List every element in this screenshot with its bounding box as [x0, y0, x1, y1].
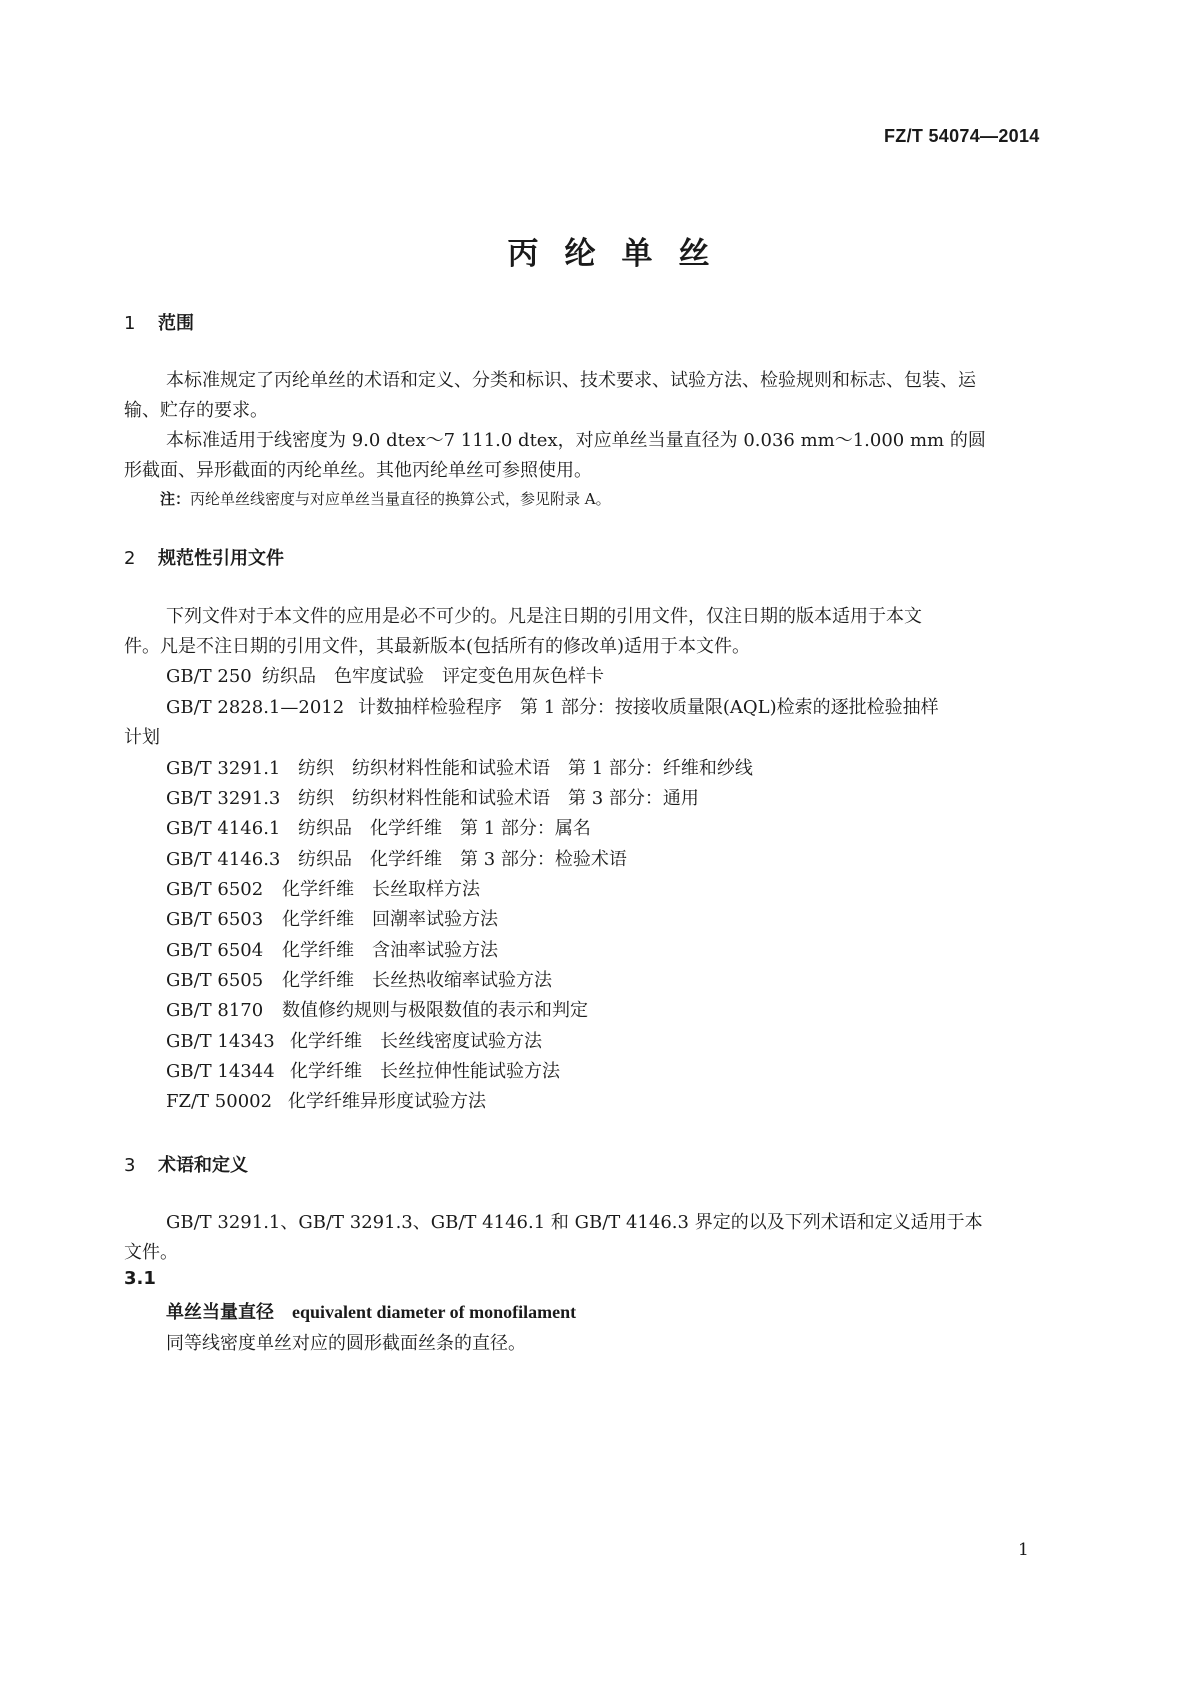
- reference-item: [166, 875, 480, 901]
- terms-intro-line-2: 文件。: [124, 1242, 178, 1263]
- page-number: 1: [1018, 1540, 1029, 1560]
- reference-continuation: 计划: [124, 727, 160, 748]
- note-label: 注：: [160, 490, 191, 508]
- section-number: 2: [124, 548, 136, 569]
- scope-note: [160, 488, 611, 509]
- reference-title: 纺织品 色牢度试验 评定变色用灰色样卡: [262, 666, 604, 687]
- reference-item: [166, 966, 552, 992]
- reference-item: [166, 905, 498, 931]
- reference-item: [166, 784, 699, 810]
- section-title: 规范性引用文件: [158, 548, 284, 569]
- reference-code: GB/T 6503: [166, 909, 264, 930]
- reference-code: GB/T 14344: [166, 1061, 275, 1082]
- reference-title: 化学纤维 长丝热收缩率试验方法: [282, 970, 552, 991]
- reference-item: [166, 754, 753, 780]
- term-number: 3.1: [124, 1268, 156, 1289]
- term-definition: 同等线密度单丝对应的圆形截面丝条的直径。: [166, 1333, 526, 1354]
- section-number: 1: [124, 313, 136, 334]
- reference-code: GB/T 2828.1—2012: [166, 697, 345, 718]
- reference-title: 纺织 纺织材料性能和试验术语 第 1 部分：纤维和纱线: [298, 758, 753, 779]
- term-english: equivalent diameter of monofilament: [292, 1302, 577, 1322]
- reference-item: [166, 662, 604, 688]
- reference-item: [166, 814, 591, 840]
- reference-title: 化学纤维 长丝线密度试验方法: [290, 1031, 542, 1052]
- reference-item: [166, 1027, 542, 1053]
- reference-code: GB/T 8170: [166, 1000, 264, 1021]
- reference-code: GB/T 250: [166, 666, 252, 687]
- section-2-heading: [124, 544, 284, 570]
- refs-intro-line-1: 下列文件对于本文件的应用是必不可少的。凡是注日期的引用文件，仅注日期的版本适用于本文: [166, 606, 922, 627]
- reference-item: [166, 1057, 560, 1083]
- reference-code: GB/T 4146.3: [166, 849, 281, 870]
- section-title: 范围: [158, 313, 194, 334]
- reference-title: 数值修约规则与极限数值的表示和判定: [282, 1000, 588, 1021]
- reference-title: 化学纤维 长丝取样方法: [282, 879, 480, 900]
- reference-title: 纺织品 化学纤维 第 1 部分：属名: [298, 818, 591, 839]
- scope-paragraph-2-line-1: 本标准适用于线密度为 9.0 dtex～7 111.0 dtex，对应单丝当量直径为 0.036 mm～1.000 mm 的圆: [166, 430, 986, 451]
- reference-item: [166, 845, 627, 871]
- standard-code: FZ/T 54074—2014: [884, 126, 1040, 146]
- scope-paragraph-2-line-2: 形截面、异形截面的丙纶单丝。其他丙纶单丝可参照使用。: [124, 460, 592, 481]
- section-title: 术语和定义: [158, 1155, 248, 1176]
- reference-item: [166, 693, 939, 719]
- section-3-heading: [124, 1151, 248, 1177]
- reference-title: 化学纤维 回潮率试验方法: [282, 909, 498, 930]
- reference-title: 化学纤维 含油率试验方法: [282, 940, 498, 961]
- reference-title: 计数抽样检验程序 第 1 部分：按接收质量限(AQL)检索的逐批检验抽样: [358, 697, 939, 718]
- reference-code: GB/T 6502: [166, 879, 264, 900]
- section-number: 3: [124, 1155, 136, 1176]
- reference-code: GB/T 6505: [166, 970, 264, 991]
- reference-code: FZ/T 50002: [166, 1091, 273, 1112]
- reference-code: GB/T 4146.1: [166, 818, 281, 839]
- terms-intro-line-1: GB/T 3291.1、GB/T 3291.3、GB/T 4146.1 和 GB/T 4146.3 界定的以及下列术语和定义适用于本: [166, 1212, 983, 1233]
- reference-title: 化学纤维异形度试验方法: [288, 1091, 486, 1112]
- reference-item: [166, 936, 498, 962]
- scope-paragraph-1-line-1: 本标准规定了丙纶单丝的术语和定义、分类和标识、技术要求、试验方法、检验规则和标志、包装、运: [166, 370, 976, 391]
- reference-code: GB/T 6504: [166, 940, 264, 961]
- reference-item: [166, 996, 588, 1022]
- term-heading: [166, 1298, 576, 1324]
- reference-title: 纺织 纺织材料性能和试验术语 第 3 部分：通用: [298, 788, 699, 809]
- note-text: 丙纶单丝线密度与对应单丝当量直径的换算公式，参见附录 A。: [190, 490, 611, 508]
- reference-title: 化学纤维 长丝拉伸性能试验方法: [290, 1061, 560, 1082]
- document-title: 丙纶单丝: [507, 236, 736, 272]
- reference-code: GB/T 3291.1: [166, 758, 281, 779]
- reference-title: 纺织品 化学纤维 第 3 部分：检验术语: [298, 849, 627, 870]
- section-1-heading: [124, 309, 194, 335]
- reference-code: GB/T 14343: [166, 1031, 275, 1052]
- term-chinese: 单丝当量直径: [166, 1302, 274, 1323]
- refs-intro-line-2: 件。凡是不注日期的引用文件，其最新版本(包括所有的修改单)适用于本文件。: [124, 636, 751, 657]
- reference-code: GB/T 3291.3: [166, 788, 281, 809]
- scope-paragraph-1-line-2: 输、贮存的要求。: [124, 400, 268, 421]
- reference-item: [166, 1087, 486, 1113]
